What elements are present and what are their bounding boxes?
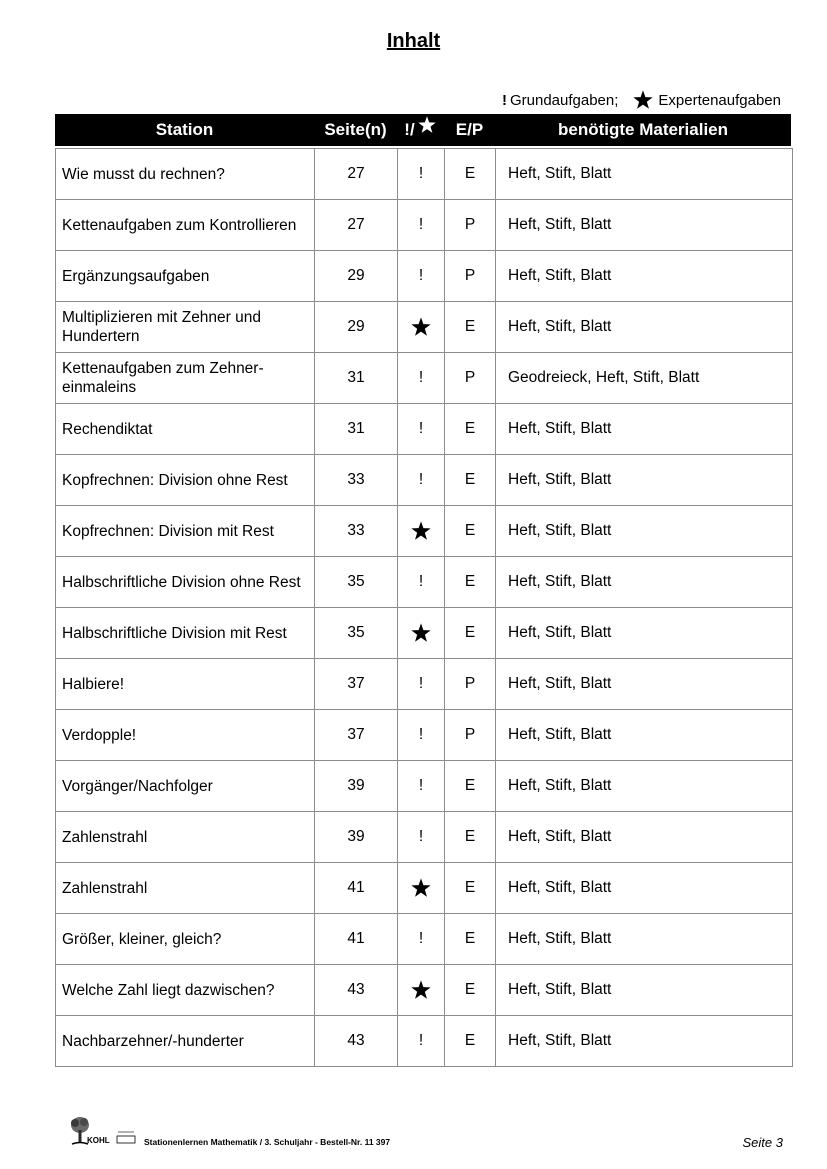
- header-station: Station: [155, 120, 214, 139]
- table-row: [56, 353, 793, 404]
- station-ep: E: [445, 863, 496, 914]
- logo-text: KOHL: [87, 1136, 110, 1145]
- station-materials: Heft, Stift, Blatt: [496, 863, 793, 914]
- station-materials: Heft, Stift, Blatt: [496, 506, 793, 557]
- station-page: 27: [315, 200, 398, 251]
- star-icon: [398, 316, 444, 338]
- station-materials: Heft, Stift, Blatt: [496, 710, 793, 761]
- station-page: 41: [315, 914, 398, 965]
- task-type-cell: [398, 863, 445, 914]
- station-name: Wie musst du rechnen?: [56, 149, 315, 200]
- station-materials: Heft, Stift, Blatt: [496, 149, 793, 200]
- station-materials: Heft, Stift, Blatt: [496, 200, 793, 251]
- station-ep: E: [445, 455, 496, 506]
- station-name: Kopfrechnen: Division ohne Rest: [56, 455, 315, 506]
- station-materials: Heft, Stift, Blatt: [496, 302, 793, 353]
- task-type-cell: !: [398, 455, 445, 506]
- task-type-cell: !: [398, 659, 445, 710]
- station-ep: E: [445, 302, 496, 353]
- station-name: Ergänzungsaufgaben: [56, 251, 315, 302]
- station-name: Zahlenstrahl: [56, 863, 315, 914]
- task-type-cell: [398, 302, 445, 353]
- footer-publication: Stationenlernen Mathematik / 3. Schuljahr - Bestell-Nr. 11 397: [144, 1137, 391, 1147]
- footer: [68, 1116, 783, 1150]
- station-materials: Geodreieck, Heft, Stift, Blatt: [496, 353, 793, 404]
- station-page: 29: [315, 302, 398, 353]
- station-ep: E: [445, 914, 496, 965]
- station-page: 39: [315, 812, 398, 863]
- task-type-cell: !: [398, 251, 445, 302]
- station-name: Halbiere!: [56, 659, 315, 710]
- station-name: Kettenaufgaben zum Kontrollieren: [56, 200, 315, 251]
- station-page: 37: [315, 659, 398, 710]
- task-type-cell: !: [398, 353, 445, 404]
- station-materials: Heft, Stift, Blatt: [496, 761, 793, 812]
- station-name: Kopfrechnen: Division mit Rest: [56, 506, 315, 557]
- table-row: [56, 761, 793, 812]
- table-row: [56, 149, 793, 200]
- station-page: 29: [315, 251, 398, 302]
- header-pages: Seite(n): [324, 120, 387, 139]
- station-page: 35: [315, 608, 398, 659]
- table-row: [56, 863, 793, 914]
- station-name: Rechendiktat: [56, 404, 315, 455]
- table-row: [56, 914, 793, 965]
- legend: [502, 90, 781, 110]
- station-materials: Heft, Stift, Blatt: [496, 455, 793, 506]
- task-type-cell: [398, 608, 445, 659]
- station-materials: Heft, Stift, Blatt: [496, 251, 793, 302]
- station-page: 31: [315, 353, 398, 404]
- contents-table-body: [56, 149, 793, 1067]
- station-name: Verdopple!: [56, 710, 315, 761]
- station-ep: E: [445, 608, 496, 659]
- station-name: Multiplizieren mit Zehner und Hundertern: [56, 302, 315, 353]
- table-row: [56, 455, 793, 506]
- expert-task-label: Expertenaufgaben: [658, 91, 781, 109]
- star-icon: [398, 520, 444, 542]
- task-type-cell: [398, 506, 445, 557]
- station-name: Vorgänger/Nachfolger: [56, 761, 315, 812]
- star-icon: [415, 114, 437, 146]
- station-materials: Heft, Stift, Blatt: [496, 659, 793, 710]
- table-row: [56, 506, 793, 557]
- star-icon: [398, 877, 444, 899]
- station-ep: E: [445, 761, 496, 812]
- station-ep: E: [445, 557, 496, 608]
- station-ep: E: [445, 404, 496, 455]
- page-title: Inhalt: [386, 30, 441, 52]
- station-ep: P: [445, 710, 496, 761]
- station-ep: E: [445, 149, 496, 200]
- table-row: [56, 965, 793, 1016]
- basic-task-label: Grundaufgaben;: [509, 91, 619, 109]
- task-type-cell: !: [398, 914, 445, 965]
- table-row: [56, 404, 793, 455]
- star-icon: [632, 89, 654, 111]
- task-type-cell: !: [398, 404, 445, 455]
- table-row: [56, 659, 793, 710]
- task-type-cell: !: [398, 200, 445, 251]
- station-materials: Heft, Stift, Blatt: [496, 812, 793, 863]
- station-materials: Heft, Stift, Blatt: [496, 1016, 793, 1067]
- station-name: Halbschriftliche Division mit Rest: [56, 608, 315, 659]
- station-materials: Heft, Stift, Blatt: [496, 608, 793, 659]
- table-row: [56, 557, 793, 608]
- station-materials: Heft, Stift, Blatt: [496, 557, 793, 608]
- station-page: 41: [315, 863, 398, 914]
- station-ep: E: [445, 812, 496, 863]
- star-icon: [398, 622, 444, 644]
- table-row: [56, 608, 793, 659]
- station-page: 33: [315, 506, 398, 557]
- task-type-cell: !: [398, 557, 445, 608]
- station-page: 31: [315, 404, 398, 455]
- task-type-cell: [398, 965, 445, 1016]
- table-row: [56, 200, 793, 251]
- station-name: Welche Zahl liegt dazwischen?: [56, 965, 315, 1016]
- page-number: Seite 3: [742, 1135, 783, 1150]
- station-ep: P: [445, 659, 496, 710]
- station-name: Nachbarzehner/-hunderter: [56, 1016, 315, 1067]
- station-ep: E: [445, 506, 496, 557]
- station-page: 33: [315, 455, 398, 506]
- task-type-cell: !: [398, 149, 445, 200]
- task-type-cell: !: [398, 1016, 445, 1067]
- station-page: 43: [315, 965, 398, 1016]
- contents-table: [55, 148, 793, 1067]
- station-ep: E: [445, 965, 496, 1016]
- task-type-cell: !: [398, 761, 445, 812]
- station-ep: P: [445, 200, 496, 251]
- basic-task-symbol: !: [501, 91, 507, 109]
- task-type-cell: !: [398, 812, 445, 863]
- table-row: [56, 812, 793, 863]
- header-ep: E/P: [455, 120, 484, 139]
- star-icon: [398, 979, 444, 1001]
- station-name: Kettenaufgaben zum Zehner-einmaleins: [56, 353, 315, 404]
- station-ep: E: [445, 1016, 496, 1067]
- station-name: Größer, kleiner, gleich?: [56, 914, 315, 965]
- station-page: 43: [315, 1016, 398, 1067]
- table-row: [56, 1016, 793, 1067]
- table-row: [56, 251, 793, 302]
- station-ep: P: [445, 353, 496, 404]
- station-materials: Heft, Stift, Blatt: [496, 914, 793, 965]
- task-type-cell: !: [398, 710, 445, 761]
- header-materials: benötigte Materialien: [557, 120, 729, 139]
- table-header: [55, 114, 791, 146]
- station-materials: Heft, Stift, Blatt: [496, 965, 793, 1016]
- station-page: 37: [315, 710, 398, 761]
- station-ep: P: [445, 251, 496, 302]
- station-name: Zahlenstrahl: [56, 812, 315, 863]
- kohl-verlag-tree-logo: [68, 1116, 138, 1148]
- table-row: [56, 302, 793, 353]
- station-materials: Heft, Stift, Blatt: [496, 404, 793, 455]
- header-task-type-prefix: !/: [404, 120, 415, 139]
- station-page: 27: [315, 149, 398, 200]
- station-page: 39: [315, 761, 398, 812]
- station-page: 35: [315, 557, 398, 608]
- station-name: Halbschriftliche Division ohne Rest: [56, 557, 315, 608]
- table-row: [56, 710, 793, 761]
- header-task-type: [397, 114, 444, 146]
